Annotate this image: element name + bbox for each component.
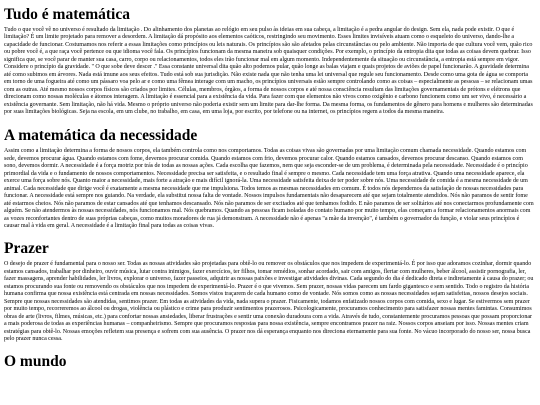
- section-tudo-e-matematica: [4, 6, 536, 116]
- section-paragraph: Assim como a limitação determina a forma de nossos corpos, ela também controla como nos comportamos. Todas as coisas vivas são governadas por uma limitação comum chamada necessidade. Quando estamos com sede, devemos procurar água. Quando estamos com fome, devemos procurar comida. Quando estamos com frio, devemos procurar calor. Quando estamos cansados, devemos procurar descanso. Quando estamos com sono, devemos dormir. A necessidade é a força motriz por trás de todas as nossas ações. Cada escolha que fazemos, nem que seja esconder-se de um problema, é determinada pela necessidade. Necessidade é o princípio primordial da vida e o fundamento de nossos comportamentos. Necessidade precisa ser satisfeita, e o resultado final é sempre o mesmo. Cada necessidade tem uma força atrativa. Quando uma necessidade aparece, ela exerce uma força sobre nós. Quanto maior a necessidade, mais forte a atração e mais difícil ignorá-la. Uma necessidade satisfeita deixa de ter poder sobre nós. Uma necessidade de comida é a mesma necessidade de um animal. Cada necessidade que dirige você é exatamente a mesma necessidade que me impulsiona. Todos temos as mesmas necessidades em comum. É todos nós dependemos da satisfação de nossas necessidades para funcionar. A necessidade está sempre nos guiando. Na verdade, ela substitui nossa falta de vontade. Nossos impulsos fundamentais não desaparecem até que sejam totalmente atendidos. Nós não paramos de sentir fome até estarmos cheios. Nós não paramos de estar cansados até que tenhamos descansado. Nós não paramos de ser excitados até que tenhamos fodido. E não paramos de ser solitários até nos conectarmos profundamente com alguém. Se não atendermos às nossas necessidades, nós funcionamos mal. Nós quebramos. Quando as pessoas ficam isoladas do contato humano por muito tempo, elas começam a formar relacionamentos anormais com as vozes reconfortantes dentro de suas próprias cabeças, como muitos moradores de rua já demonstram. A necessidade não é apenas "a mãe da invenção", é também o governador da função, e violar seus princípios é causar mal à vida em geral. A necessidade é a limitação final para todas as coisas vivas.: [4, 148, 534, 229]
- section-heading: Prazer: [4, 240, 49, 258]
- section-prazer: [4, 240, 536, 343]
- section-paragraph: Tudo o que você vê no universo é resultado da limitação . Do alinhamento dos planetas ao relógio em seu pulso às ideias em sua cabeça, a limitação é a pedra angular do design. Sem ela, nada pode existir. O que é limitação? É um limite projetado para remover a desordem. A limitação dá propósito aos elementos caóticos, restringindo seu movimento. Esses limites invisíveis atuam como o esqueleto do universo, dando-lhe a capacidade de funcionar. Costumamos nos referir a essas limitações como princípios ou leis naturais. Os princípios são são afetados pelas circunstâncias ou pelo ambiente. Não importa de que cultura você vem, quão rico ou pobre você é, a que raça você pertence ou que idioma você fala. Os princípios funcionam da mesma maneira sob quaisquer condições. Por exemplo, o princípio da entropia dita que todas as coisas devem quebrar. Isso significa que, se você parar de manter sua casa, carro, corpo ou relacionamentos, todos eles irão funcionar mal em algum momento. Independentemente da situação ou circunstância, a entropia está sempre em vigor. Considere o princípio da gravidade. " O que sobe deve descer ." Essa constante universal dita quão alto podemos pular, quão longe as balas viajam e quais projetos de aviões de papel funcionarão. A gravidade determina até como subimos em árvores. Nada está imune aos seus efeitos. Tudo está sob sua jurisdição. Não existe nada que não tenha uma lei universal que regule seu funcionamento. Desde como uma gota de água se comporta em torno de uma fogueira até como um pássaro voa pelo ar e como uma fêmea interage com um macho, os princípios universais estão sempre controlando como as coisas – especialmente as pessoas – se relacionam umas com as outras. Até mesmo nossos corpos físicos são criados por limites. Células, membros, órgãos, a forma de nossos corpos e até nossa consciência resultam das limitações governamentais de prótons e elétrons que direcionam como nossas moléculas e átomos interagem. A limitação é essencial para a existência da vida. Para fazer com que elementos não vivos como oxigênio e carbono funcionem como um ser vivo, é necessário a existência governante. Sem limitação, não há vida. Mesmo o próprio universo não poderia existir sem um limite para dar-lhe forma. Da mesma forma, os fundamentos de gênero para homens e mulheres são determinadas por suas limitações biológicas. Seja na escola, em um clube, no trabalho, em casa, em uma loja, por escrito, por telefone ou na internet, os princípios regem a todos da mesma maneira.: [4, 27, 533, 115]
- section-paragraph: O desejo de prazer é fundamental para o nosso ser. Todas as nossas atividades são projetadas para obtê-lo ou remover os obstáculos que nos impedem de experimentá-lo. É por isso que adoramos cozinhar, dormir quando estamos cansados, trabalhar por dinheiro, ouvir música, lutar contra inimigos, fazer exercícios, ter filhos, tomar remédios, sonhar acordado, sair com amigos, flertar com mulheres, beber álcool, assistir pornografia, ler, fazer massagens, aprender habilidades, ler livros, explorar o universo, fazer passeios, adquirir as nossas paixões e investigar atividades divinas. Cada segundo do dia é dedicado direta e indiretamente à causa do prazer; ou estamos procurando sua fonte ou removendo os obstáculos que nos impedem de experimentá-lo. Prazer é o que vivemos. Sem prazer, nossas vidas parecem um fardo gigantesco e sem sentido. Todo o registro da história humana confirma que nossa existência está centrada em nossas necessidades. Somos vistos traçarem de cada humano como de vontade. Nós somos como as nossas necessidades sejam satisfeitas, nossos desejos sociais. Sempre que nossas necessidades são atendidas, sentimos prazer. Em todas as atividades da vida, nada supera o prazer. Fisicamente, todamos enfatizado nossos corpos com comida, sexo e lugar. Se estivermos sem prazer por muito tempo, recorreremos ao álcool ou drogas, violência ou plástico e crime para produzir sentimentos prazerosos. Psicologicamente, procuramos conhecimento para satisfazer nossas mentes famintas. Consumimos obras de arte (livros, filmes, músicas, etc.) para confortar nossas ansiedades, liberar frustrações e sentir uma conexão duradoura com a vida. Através de tudo, constantemente procuramos pessoas que possam proporcionar a mais poderosa de todas as experiências humanas – companheirismo. Sempre que procuramos respostas para nossa existência, sempre encontramos prazer na raiz. Nossos corpos anseiam por isso. Nossas mentes criam estratégias para obtê-lo. Nossas emoções refletem sua presença e sofrem com sua ausência. O prazer nos dá esperança enquanto nos direciona eternamente para sua fonte. No vácuo incorporado do nosso ser, nossa busca pelo prazer nunca cessa.: [4, 261, 534, 342]
- section-heading: O mundo: [4, 353, 67, 371]
- section-o-mundo: [4, 353, 536, 370]
- section-heading: A matemática da necessidade: [4, 127, 198, 145]
- section-matematica-da-necessidade: [4, 127, 536, 230]
- section-heading: Tudo é matemática: [4, 6, 130, 23]
